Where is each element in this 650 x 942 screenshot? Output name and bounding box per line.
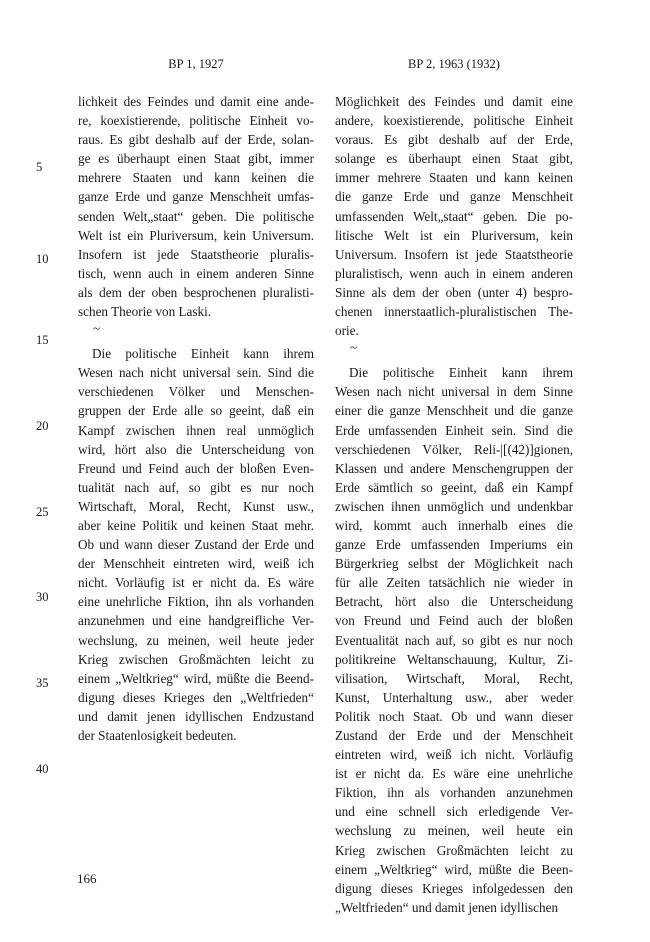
text-line: der Menschheit eintreten wird, weiß ich <box>78 556 314 572</box>
page-number: 166 <box>77 871 97 886</box>
text-line: wird, kommt auch innerhalb eines die <box>335 517 573 533</box>
text-line: Eventualität nach auf, so gibt es nur noch <box>335 632 573 648</box>
text-line: für alle Zeiten tatsächlich nie wieder in <box>335 575 573 591</box>
text-line: Erde umfassenden Einheit sein. Sind die <box>335 422 573 438</box>
text-line: politikreine Weltanschauung, Kultur, Zi- <box>335 651 573 667</box>
text-line: Erde sämtlich so geeint, daß ein Kampf <box>335 479 573 495</box>
text-line: ist er nicht da. Es wäre eine unehrliche <box>335 766 573 782</box>
section-separator-tilde: ~ <box>93 321 101 337</box>
text-line: und eine schnell sich erledigende Ver- <box>335 804 573 820</box>
text-line: Kampf zwischen ihnen real unmöglich <box>78 422 314 438</box>
text-line: Die politische Einheit kann ihrem <box>349 365 573 381</box>
text-line: Zustand der Erde und der Menschheit <box>335 728 573 743</box>
text-line: digung dieses Krieges infolgedessen den <box>335 880 573 896</box>
text-line: Fiktion, ihn als vorhanden anzunehmen <box>335 785 573 801</box>
text-line: einem „Weltkrieg“ wird, müßte die Been- <box>335 861 573 877</box>
text-line: senden Welt„staat“ geben. Die politische <box>78 208 314 224</box>
text-line: re, koexistierende, politische Einheit vo- <box>78 113 314 129</box>
text-line: als dem der oben besprochenen pluralisti- <box>78 284 314 300</box>
text-line: mehrere Staaten und kann keinen die <box>78 170 314 186</box>
text-line: Universum. Insofern ist jede Staatstheorie <box>335 246 573 262</box>
line-number: 5 <box>36 160 43 174</box>
text-line: schen Theorie von Laski. <box>78 304 212 320</box>
header-right-edition: BP 2, 1963 (1932) <box>408 57 500 71</box>
text-line: wechslung, zu meinen, weil heute jeder <box>78 632 314 648</box>
text-line: die ganze Erde und ganze Menschheit <box>335 189 573 205</box>
text-line: Politik noch Staat. Ob und wann dieser <box>335 708 573 724</box>
line-number: 35 <box>36 676 49 690</box>
text-line: immer mehrere Staaten und kann keinen <box>335 170 573 186</box>
text-line: raus. Es gibt deshalb auf der Erde, solan- <box>78 132 314 148</box>
text-line: „Weltfrieden“ und damit jenen idyllischen <box>335 899 559 915</box>
text-line: Insofern ist jede Staatstheorie pluralis- <box>78 246 314 262</box>
text-line: Möglichkeit des Feindes und damit eine <box>335 94 573 109</box>
text-line: Kunst, Unterhaltung usw., aber weder <box>335 689 573 705</box>
text-line: Krieg zwischen Großmächten leicht zu <box>78 651 314 667</box>
text-line: wechslung zu meinen, weil heute ein <box>335 823 573 839</box>
text-line: aber keine Politik und keinen Staat mehr. <box>78 517 314 533</box>
text-line: Wirtschaft, Moral, Recht, Kunst usw., <box>78 498 314 514</box>
text-line: gruppen der Erde alle so geeint, daß ein <box>78 403 314 419</box>
left-column-text <box>78 92 314 745</box>
text-line: chenen innerstaatlich-pluralistischen The- <box>335 304 573 320</box>
text-line: umfassenden Welt„staat“ geben. Die po- <box>335 208 573 224</box>
text-line: eine unehrliche Fiktion, ihn als vorhanden <box>78 594 314 610</box>
text-line: ganze Erde und ganze Menschheit umfas- <box>78 189 314 205</box>
text-line: einer die ganze Menschheit und die ganze <box>335 403 573 419</box>
text-line: digung dieses Krieges den „Weltfrieden“ <box>78 689 314 705</box>
text-line: Wesen nach nicht universal in dem Sinne <box>335 384 573 400</box>
text-line: Betracht, hört also die Unterscheidung <box>335 594 573 610</box>
text-line: Freund und Feind auch der bloßen Even- <box>78 460 314 476</box>
text-line: tualität nach auf, so gibt es nur noch <box>78 479 314 495</box>
text-line: Sinne als dem der oben (unter 4) bespro- <box>335 284 573 300</box>
text-line: wird, hört also die Unterscheidung von <box>78 441 314 457</box>
text-line: Klassen und andere Menschengruppen der <box>335 460 573 476</box>
text-line: von Freund und Feind auch der bloßen <box>335 613 573 629</box>
text-line: Wesen nach nicht universal sein. Sind die <box>78 365 314 381</box>
text-line: Welt ist ein Pluriversum, kein Universum. <box>78 227 314 243</box>
line-number: 20 <box>36 419 49 433</box>
text-line: orie. <box>335 323 359 339</box>
line-number: 15 <box>36 333 49 347</box>
text-line: solange es überhaupt einen Staat gibt, <box>335 151 573 167</box>
text-line: Ob und wann dieser Zustand der Erde und <box>78 537 314 553</box>
text-line: vilisation, Wirtschaft, Moral, Recht, <box>335 670 573 686</box>
section-separator-tilde: ~ <box>350 340 358 356</box>
line-number: 25 <box>36 505 49 519</box>
text-line: ganze Erde umfassenden Imperiums ein <box>335 537 573 553</box>
text-line: pluralistisch, wenn auch in einem anderen <box>335 265 573 281</box>
text-line: Krieg zwischen Großmächten leicht zu <box>335 842 573 858</box>
text-line: Die politische Einheit kann ihrem <box>92 346 314 362</box>
header-left-edition: BP 1, 1927 <box>168 57 224 71</box>
text-line: voraus. Es gibt deshalb auf der Erde, <box>335 132 573 148</box>
text-line: ge es überhaupt einen Staat gibt, immer <box>78 151 314 167</box>
text-line: Bürgerkrieg selbst der Möglichkeit nach <box>335 556 573 572</box>
text-line: eintreten wird, weiß ich nicht. Vorläufig <box>335 747 573 763</box>
text-line: verschiedenen Völker, Reli-|[(42)]gionen, <box>335 441 573 457</box>
line-number: 30 <box>36 590 49 604</box>
text-line: einem „Weltkrieg“ wird, müßte die Beend- <box>78 670 314 686</box>
text-line: zwischen ihnen unmöglich und undenkbar <box>335 498 573 514</box>
text-line: der Staatenlosigkeit bedeuten. <box>78 728 237 743</box>
text-line: nicht. Vorläufig ist er nicht da. Es wäre <box>78 575 314 591</box>
text-line: lichkeit des Feindes und damit eine ande- <box>78 94 314 109</box>
text-line: anzunehmen und eine handgreifliche Ver- <box>78 613 314 629</box>
right-column-text <box>335 92 573 917</box>
line-number: 10 <box>36 252 49 266</box>
line-number: 40 <box>36 762 49 776</box>
text-line: litische Welt ist ein Pluriversum, kein <box>335 227 573 243</box>
text-line: verschiedenen Völker und Menschen- <box>78 384 314 400</box>
text-line: tisch, wenn auch in einem anderen Sinne <box>78 265 314 281</box>
text-line: und damit jenen idyllischen Endzustand <box>78 708 314 724</box>
text-line: andere, koexistierende, politische Einheit <box>335 113 573 129</box>
